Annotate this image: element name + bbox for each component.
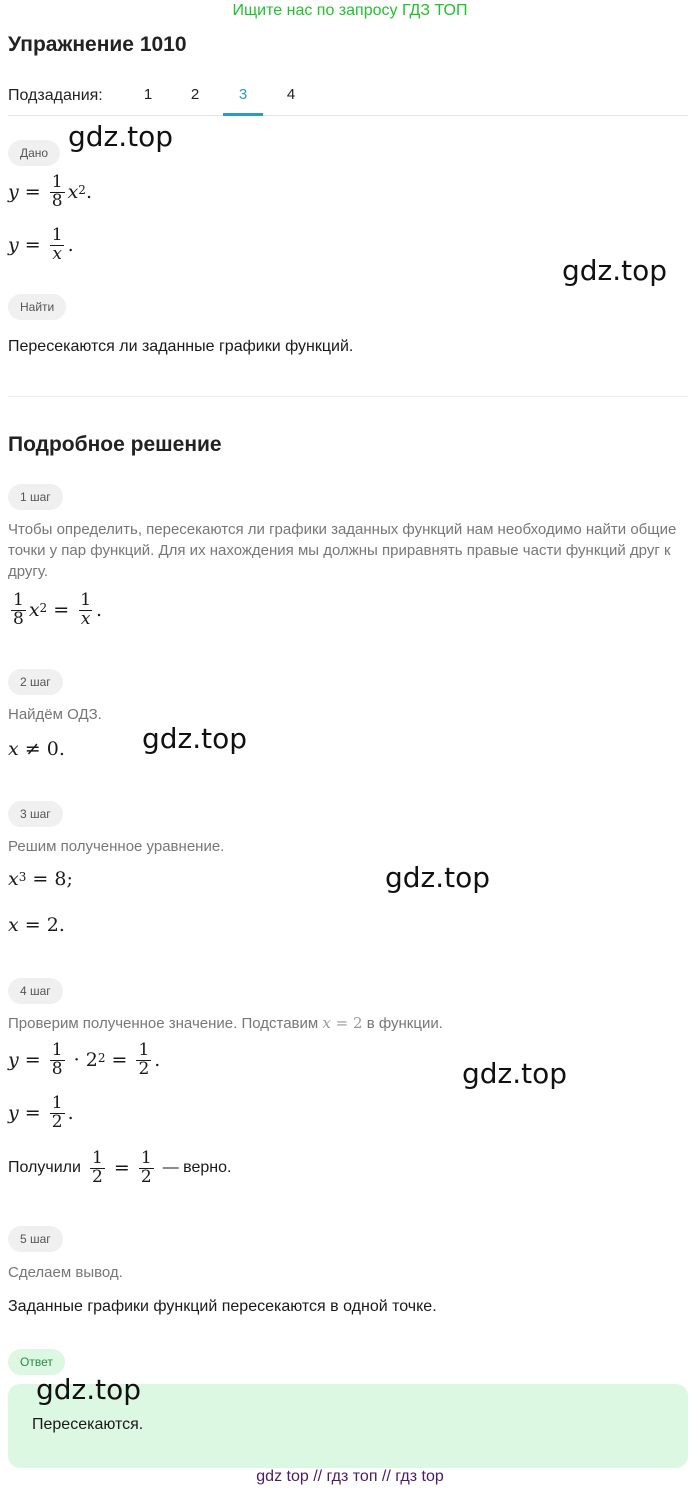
tab-1[interactable]: 1 (143, 86, 153, 103)
step-4-equation-1: y = $\frac{1}{8}$ · 2 $^2$ = $\frac{1}{2}$ . (8, 1040, 161, 1079)
step-3-equation-2: x = 2 . (8, 914, 65, 936)
step-4-text: Проверим полученное значение. Подставим x = 2 в функции. (8, 1014, 443, 1032)
given-equation-1: y = $\frac{1}{8}$ x $^2$ . (8, 172, 92, 211)
step-5-conclusion: Заданные графики функций пересекаются в одной точке. (8, 1298, 437, 1315)
page-title: Упражнение 1010 (8, 33, 187, 56)
step-1-text: Чтобы определить, пересекаются ли графики заданных функций нам необходимо найти общие точки у пар функций. Для их нахождения мы должны приравнять правые части функций друг к другу. (8, 521, 677, 580)
subtasks-nav (8, 80, 688, 116)
answer-chip: Ответ (8, 1349, 65, 1375)
section-divider (8, 396, 688, 397)
solution-title: Подробное решение (8, 433, 222, 456)
step-4-inline-math: x = 2 (322, 1014, 363, 1032)
step-1-chip: 1 шаг (8, 484, 63, 510)
step-3-text: Решим полученное уравнение. (8, 838, 225, 855)
step-2-chip: 2 шаг (8, 669, 63, 695)
step-1-equation: $\frac{1}{8}$ x $^2$ = $\frac{1}{x}$ . (13, 590, 103, 629)
given-chip: Дано (8, 140, 60, 166)
given-equation-2: y = $\frac{1}{x}$ . (8, 225, 74, 264)
watermark: gdz.top (142, 722, 248, 755)
step-3-chip: 3 шаг (8, 801, 63, 827)
find-text: Пересекаются ли заданные графики функций. (8, 338, 354, 355)
promo-banner: Ищите нас по запросу ГДЗ ТОП (232, 2, 468, 19)
step-4-equation-2: y = $\frac{1}{2}$ . (8, 1093, 74, 1132)
watermark: gdz.top (385, 861, 491, 894)
answer-text: Пересекаются. (32, 1416, 144, 1433)
step-4-chip: 4 шаг (8, 978, 63, 1004)
step-5-text: Сделаем вывод. (8, 1264, 123, 1281)
find-chip: Найти (8, 294, 66, 320)
step-4-result: Получили $\frac{1}{2}$ = $\frac{1}{2}$ — верно. (8, 1148, 232, 1187)
step-2-equation: x ≠ 0 . (8, 738, 65, 760)
watermark: gdz.top (68, 120, 174, 153)
watermark: gdz.top (562, 254, 668, 287)
tab-3[interactable]: 3 (238, 86, 248, 103)
tab-4[interactable]: 4 (286, 86, 296, 103)
step-2-text: Найдём ОДЗ. (8, 706, 102, 723)
step-3-equation-1: x $^3$ = 8 ; (8, 868, 73, 890)
watermark: gdz.top (36, 1373, 142, 1406)
active-tab-indicator (223, 113, 263, 116)
tab-2[interactable]: 2 (190, 86, 200, 103)
subtasks-label: Подзадания: (8, 87, 103, 104)
footer-links[interactable]: gdz top // гдз топ // гдз top (256, 1468, 444, 1485)
step-5-chip: 5 шаг (8, 1226, 63, 1252)
watermark: gdz.top (462, 1057, 568, 1090)
